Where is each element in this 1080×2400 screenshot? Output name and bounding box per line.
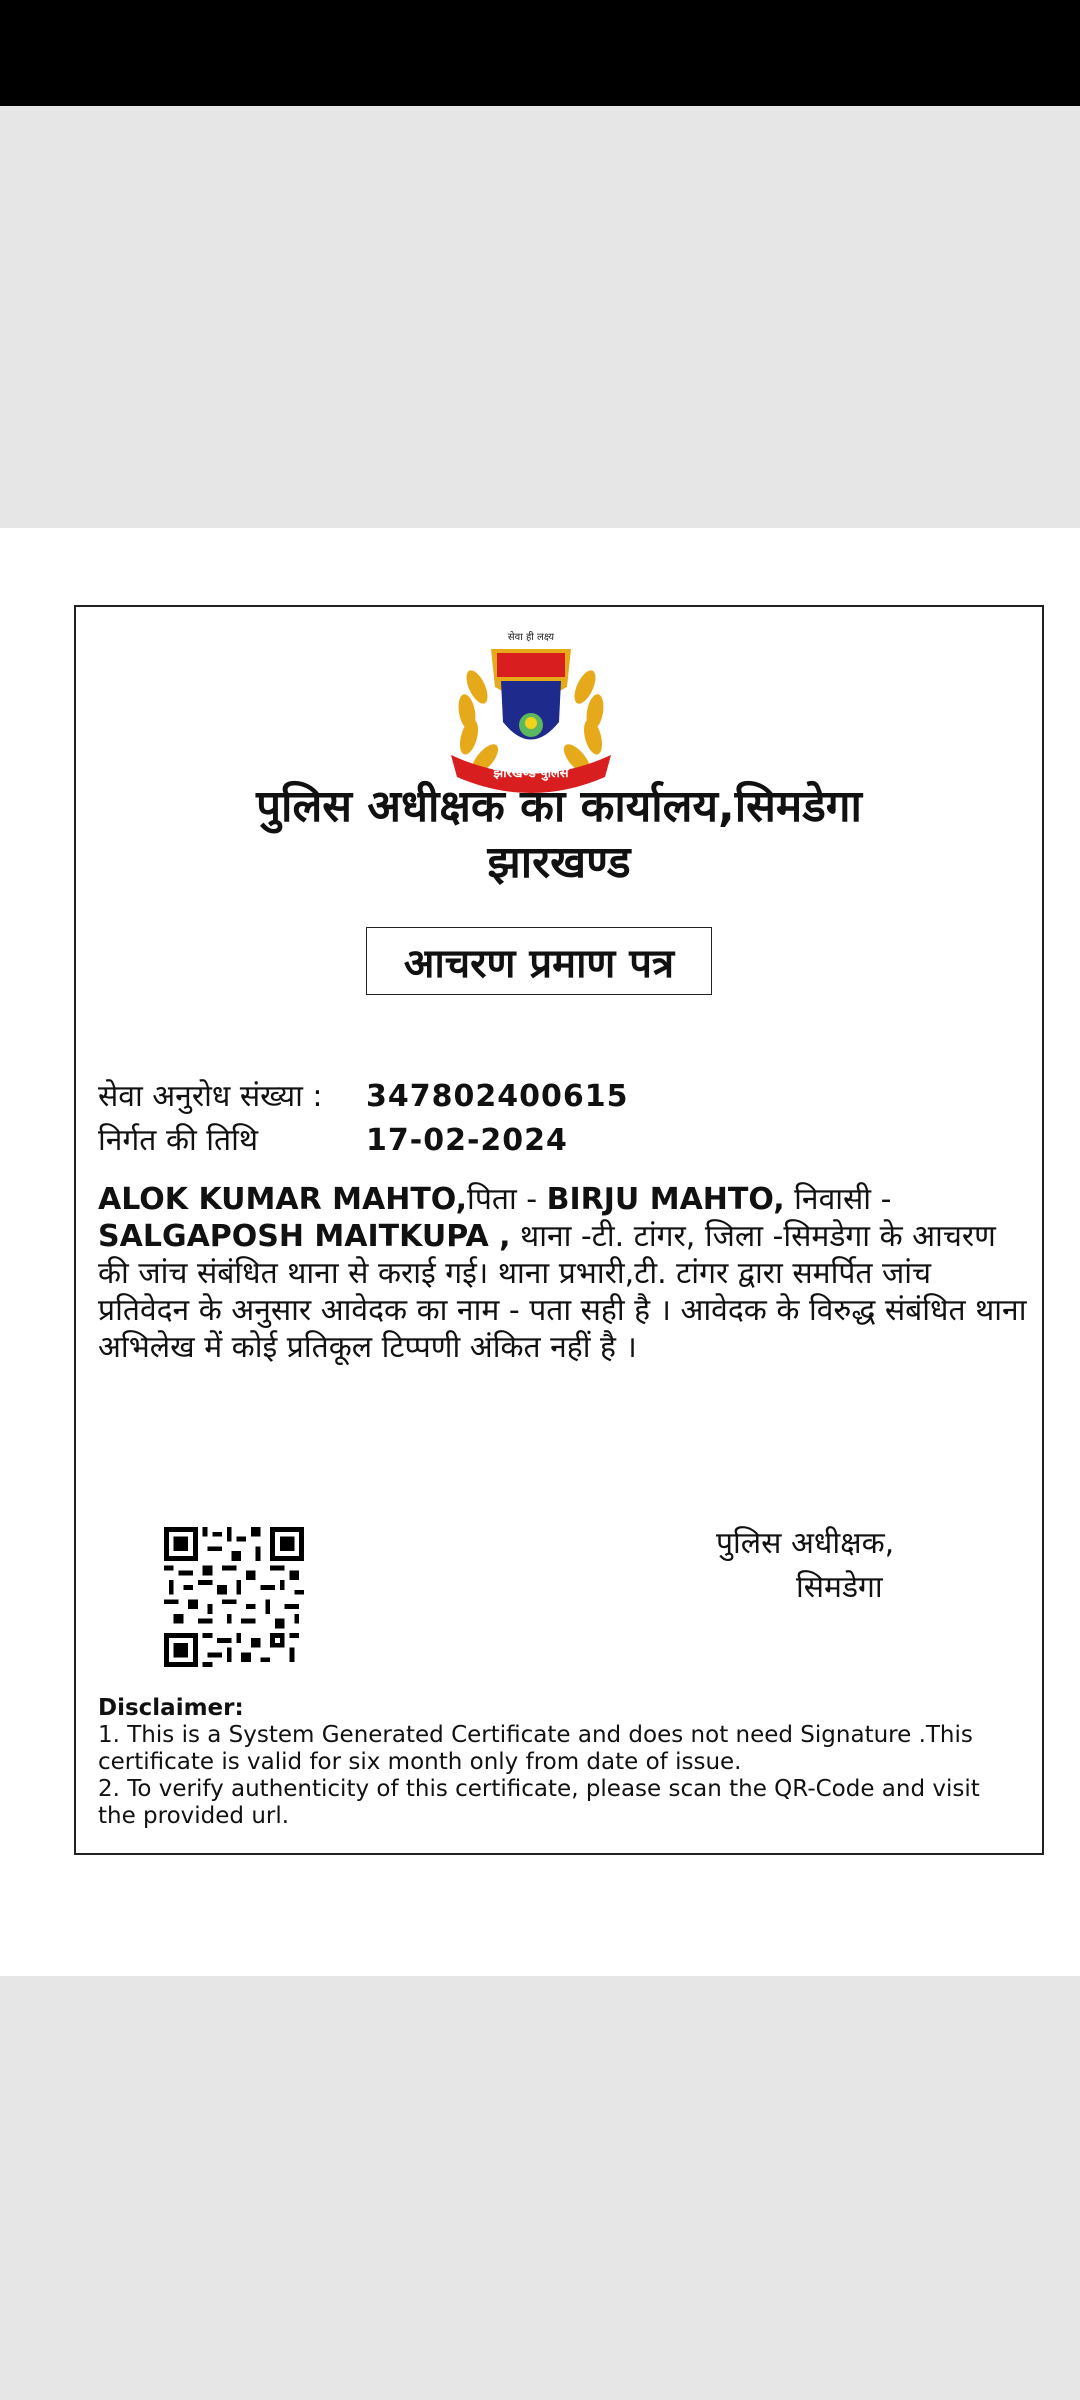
office-title [76,779,1042,891]
disclaimer [98,1695,998,1830]
certificate-border [74,605,1044,1855]
resident-label: निवासी - [784,1182,892,1217]
emblem-ribbon-text: झारखण्ड पुलिस [493,766,569,781]
certificate-title: आचरण प्रमाण पत्र [366,927,712,995]
office-title-line2: झारखण्ड [487,837,631,888]
office-title-line1: पुलिस अधीक्षक का कार्यालय,सिमडेगा [256,781,862,832]
issue-date-value: 17-02-2024 [366,1123,568,1158]
signatory-designation: पुलिस अधीक्षक, [716,1526,895,1561]
verification-qr-code-icon[interactable] [164,1527,304,1667]
certificate-body [98,1181,1028,1366]
disclaimer-title: Disclaimer: [98,1695,244,1721]
request-number-label: सेवा अनुरोध संख्या : [98,1079,323,1114]
village-name: SALGAPOSH MAITKUPA , [98,1219,511,1254]
signatory-place: सिमडेगा [796,1570,883,1605]
issue-date-label: निर्गत की तिथि [98,1123,259,1158]
status-bar [0,0,1080,106]
emblem-motto: सेवा ही लक्ष्य [507,632,555,643]
certificate-meta [98,1075,629,1163]
body-statement: थाना -टी. टांगर, जिला -सिमडेगा के आचरण की जांच संबंधित थाना से कराई गई। थाना प्रभारी,टी. टांगर द्वारा समर्पित जांच प्रतिवेदन के अनुसार आवेदक का नाम - पता सही है । आवेदक के विरुद्ध संबंधित थाना अभिलेख में कोई प्रतिकूल टिप्पणी अंकित नहीं है । [98,1219,1027,1365]
applicant-name: ALOK KUMAR MAHTO, [98,1182,468,1217]
father-label: पिता - [467,1182,547,1217]
viewer-background-top [0,106,1080,528]
disclaimer-item-1: 1. This is a System Generated Certificate and does not need Signature .This certificate is valid for six month only from date of issue. [98,1722,973,1775]
disclaimer-item-2: 2. To verify authenticity of this certificate, please scan the QR-Code and visit the provided url. [98,1776,980,1829]
document-page [0,528,1080,1976]
viewer-background-bottom [0,1976,1080,2400]
issue-date-row [98,1119,629,1163]
request-number-value: 347802400615 [366,1079,629,1114]
jharkhand-police-emblem-icon [437,627,625,797]
signature-block [716,1522,894,1610]
father-name: BIRJU MAHTO, [546,1182,785,1217]
request-number-row [98,1075,629,1119]
